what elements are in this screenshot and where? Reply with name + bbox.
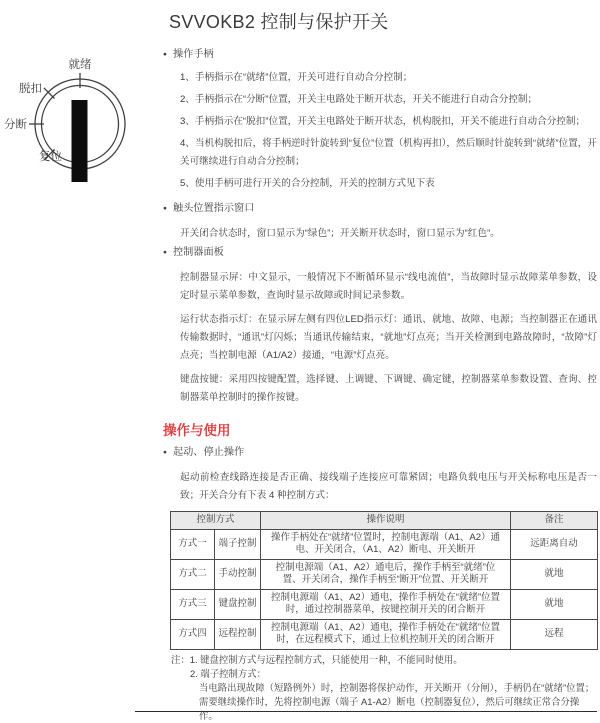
status-led-text: 运行状态指示灯：在显示屏左侧有四位LED指示灯：通讯、就地、故障、电源；当控制器正在通讯传输数据时，“通讯”灯闪烁；当通讯传输结束，“就地”灯点亮；当开关检测到电路故障时，“故障”灯点亮；当控制电源（A1/A2）接通，“电源”灯点亮。 xyxy=(180,314,597,361)
section-heading-controller-panel: ● 控制器面板 xyxy=(163,244,597,263)
remark-cell: 远程 xyxy=(511,619,598,649)
operation-cell: 控制电源端（A1、A2）通电后，操作手柄至“就绪”位置、开关闭合，操作手柄至“断开”位置、开关断开 xyxy=(261,559,511,589)
operation-cell: 操作手柄处在“就绪”位置时，控制电源端（A1、A2）通电、开关闭合，（A1、A2）断电、开关断开 xyxy=(261,529,511,559)
table-row xyxy=(171,589,598,619)
dial-tick-trip xyxy=(44,88,55,99)
section-operating-handle xyxy=(163,46,597,193)
controller-display-text: 控制器显示屏：中文显示，一般情况下不断循环显示“线电流值”，当故障时显示故障菜单参数，设定时显示菜单参数，查询时显示故障或时间记录参数。 xyxy=(180,272,597,301)
header-operation: 操作说明 xyxy=(261,512,511,530)
remark-cell: 远距离自动 xyxy=(511,529,598,559)
dial-label-open: 分断 xyxy=(4,119,27,131)
section-heading-start-stop: ● 起动、停止操作 xyxy=(163,444,597,463)
mode-name-cell: 手动控制 xyxy=(215,559,261,589)
dial-label-ready: 就绪 xyxy=(68,59,92,71)
mode-cell: 方式一 xyxy=(171,529,215,559)
keypad-text: 键盘按键：采用四按键配置，选择键、上调键、下调键、确定键，控制器菜单参数设置、查询、控制器菜单控制时的操作按键。 xyxy=(180,374,597,403)
dial-label-trip: 脱扣 xyxy=(19,83,42,95)
dial-label-reset: 复位 xyxy=(39,151,62,163)
section-controller-panel xyxy=(163,244,597,407)
usage-section-title: 操作与使用 xyxy=(163,423,231,438)
bottom-rule xyxy=(135,711,597,712)
mode-name-cell: 端子控制 xyxy=(215,529,261,559)
mode-name-cell: 远程控制 xyxy=(215,619,261,649)
mode-name-cell: 键盘控制 xyxy=(215,589,261,619)
dial-handle xyxy=(72,100,88,182)
control-mode-table xyxy=(170,511,598,650)
remark-cell: 就地 xyxy=(511,559,598,589)
section-heading-operating-handle: ● 操作手柄 xyxy=(163,46,597,65)
handle-instruction-item: 2、手柄指示在“分断”位置，开关主电路处于断开状态，开关不能进行自动合分控制； xyxy=(180,94,538,105)
footnote-line: 注：1. 键盘控制方式与远程控制方式，只能使用一种，不能同时使用。 xyxy=(171,654,463,665)
table-row xyxy=(171,529,598,559)
mode-cell: 方式四 xyxy=(171,619,215,649)
handle-instruction-item: 4、当机构脱扣后，将手柄逆时针旋转到“复位”位置（机构再扣），然后顺时针旋转到“就绪”位置，开关可继续进行自动合分控制； xyxy=(180,138,597,167)
header-remark: 备注 xyxy=(511,512,598,530)
section-heading-indicator-window: ● 触头位置指示窗口 xyxy=(163,200,597,219)
footnote-line: 当电路出现故障（短路例外）时，控制器将保护动作，开关断开（分闸），手柄仍在“就绪”位置； xyxy=(199,682,595,693)
table-footnotes xyxy=(163,653,597,723)
footnote-line: 2. 端子控制方式： xyxy=(190,668,267,679)
table-row xyxy=(171,619,598,649)
indicator-window-text: 开关闭合状态时，窗口显示为“绿色”；开关断开状态时，窗口显示为“红色”。 xyxy=(180,228,500,239)
operation-cell: 控制电源端（A1、A2）通电，操作手柄处在“就绪”位置时，通过控制器菜单，按键控制开关的闭合断开 xyxy=(261,589,511,619)
start-stop-text: 起动前检查线路连接是否正确、接线端子连接应可靠紧固；电路负载电压与开关标称电压是否一致；开关合分有下表 4 种控制方式： xyxy=(180,472,597,501)
footnote-line: 需要继续操作时，先将控制电源（端子 A1-A2）断电（控制器复位），然后可继续正常合分操作。 xyxy=(199,696,580,721)
operation-cell: 控制电源端（A1、A2）通电，操作手柄处在“就绪”位置时，在远程模式下，通过上位机控制开关的闭合断开 xyxy=(261,619,511,649)
mode-cell: 方式二 xyxy=(171,559,215,589)
mode-cell: 方式三 xyxy=(171,589,215,619)
handle-instruction-item: 3、手柄指示在“脱扣”位置，开关主电路处于断开状态，机构脱扣，开关不能进行自动合分控制； xyxy=(180,116,586,127)
section-contact-indicator-window xyxy=(163,200,597,243)
section-start-stop xyxy=(163,444,597,505)
remark-cell: 就地 xyxy=(511,589,598,619)
handle-instruction-item: 5、使用手柄可进行开关的合分控制，开关的控制方式见下表 xyxy=(180,178,435,189)
handle-instruction-item: 1、手柄指示在“就绪”位置，开关可进行自动合分控制； xyxy=(180,72,413,83)
page-title: SVVOKB2 控制与保护开关 xyxy=(169,12,389,32)
table-header-row xyxy=(171,512,598,530)
handle-position-dial-diagram xyxy=(0,38,160,208)
header-control-mode: 控制方式 xyxy=(171,512,261,530)
table-row xyxy=(171,559,598,589)
